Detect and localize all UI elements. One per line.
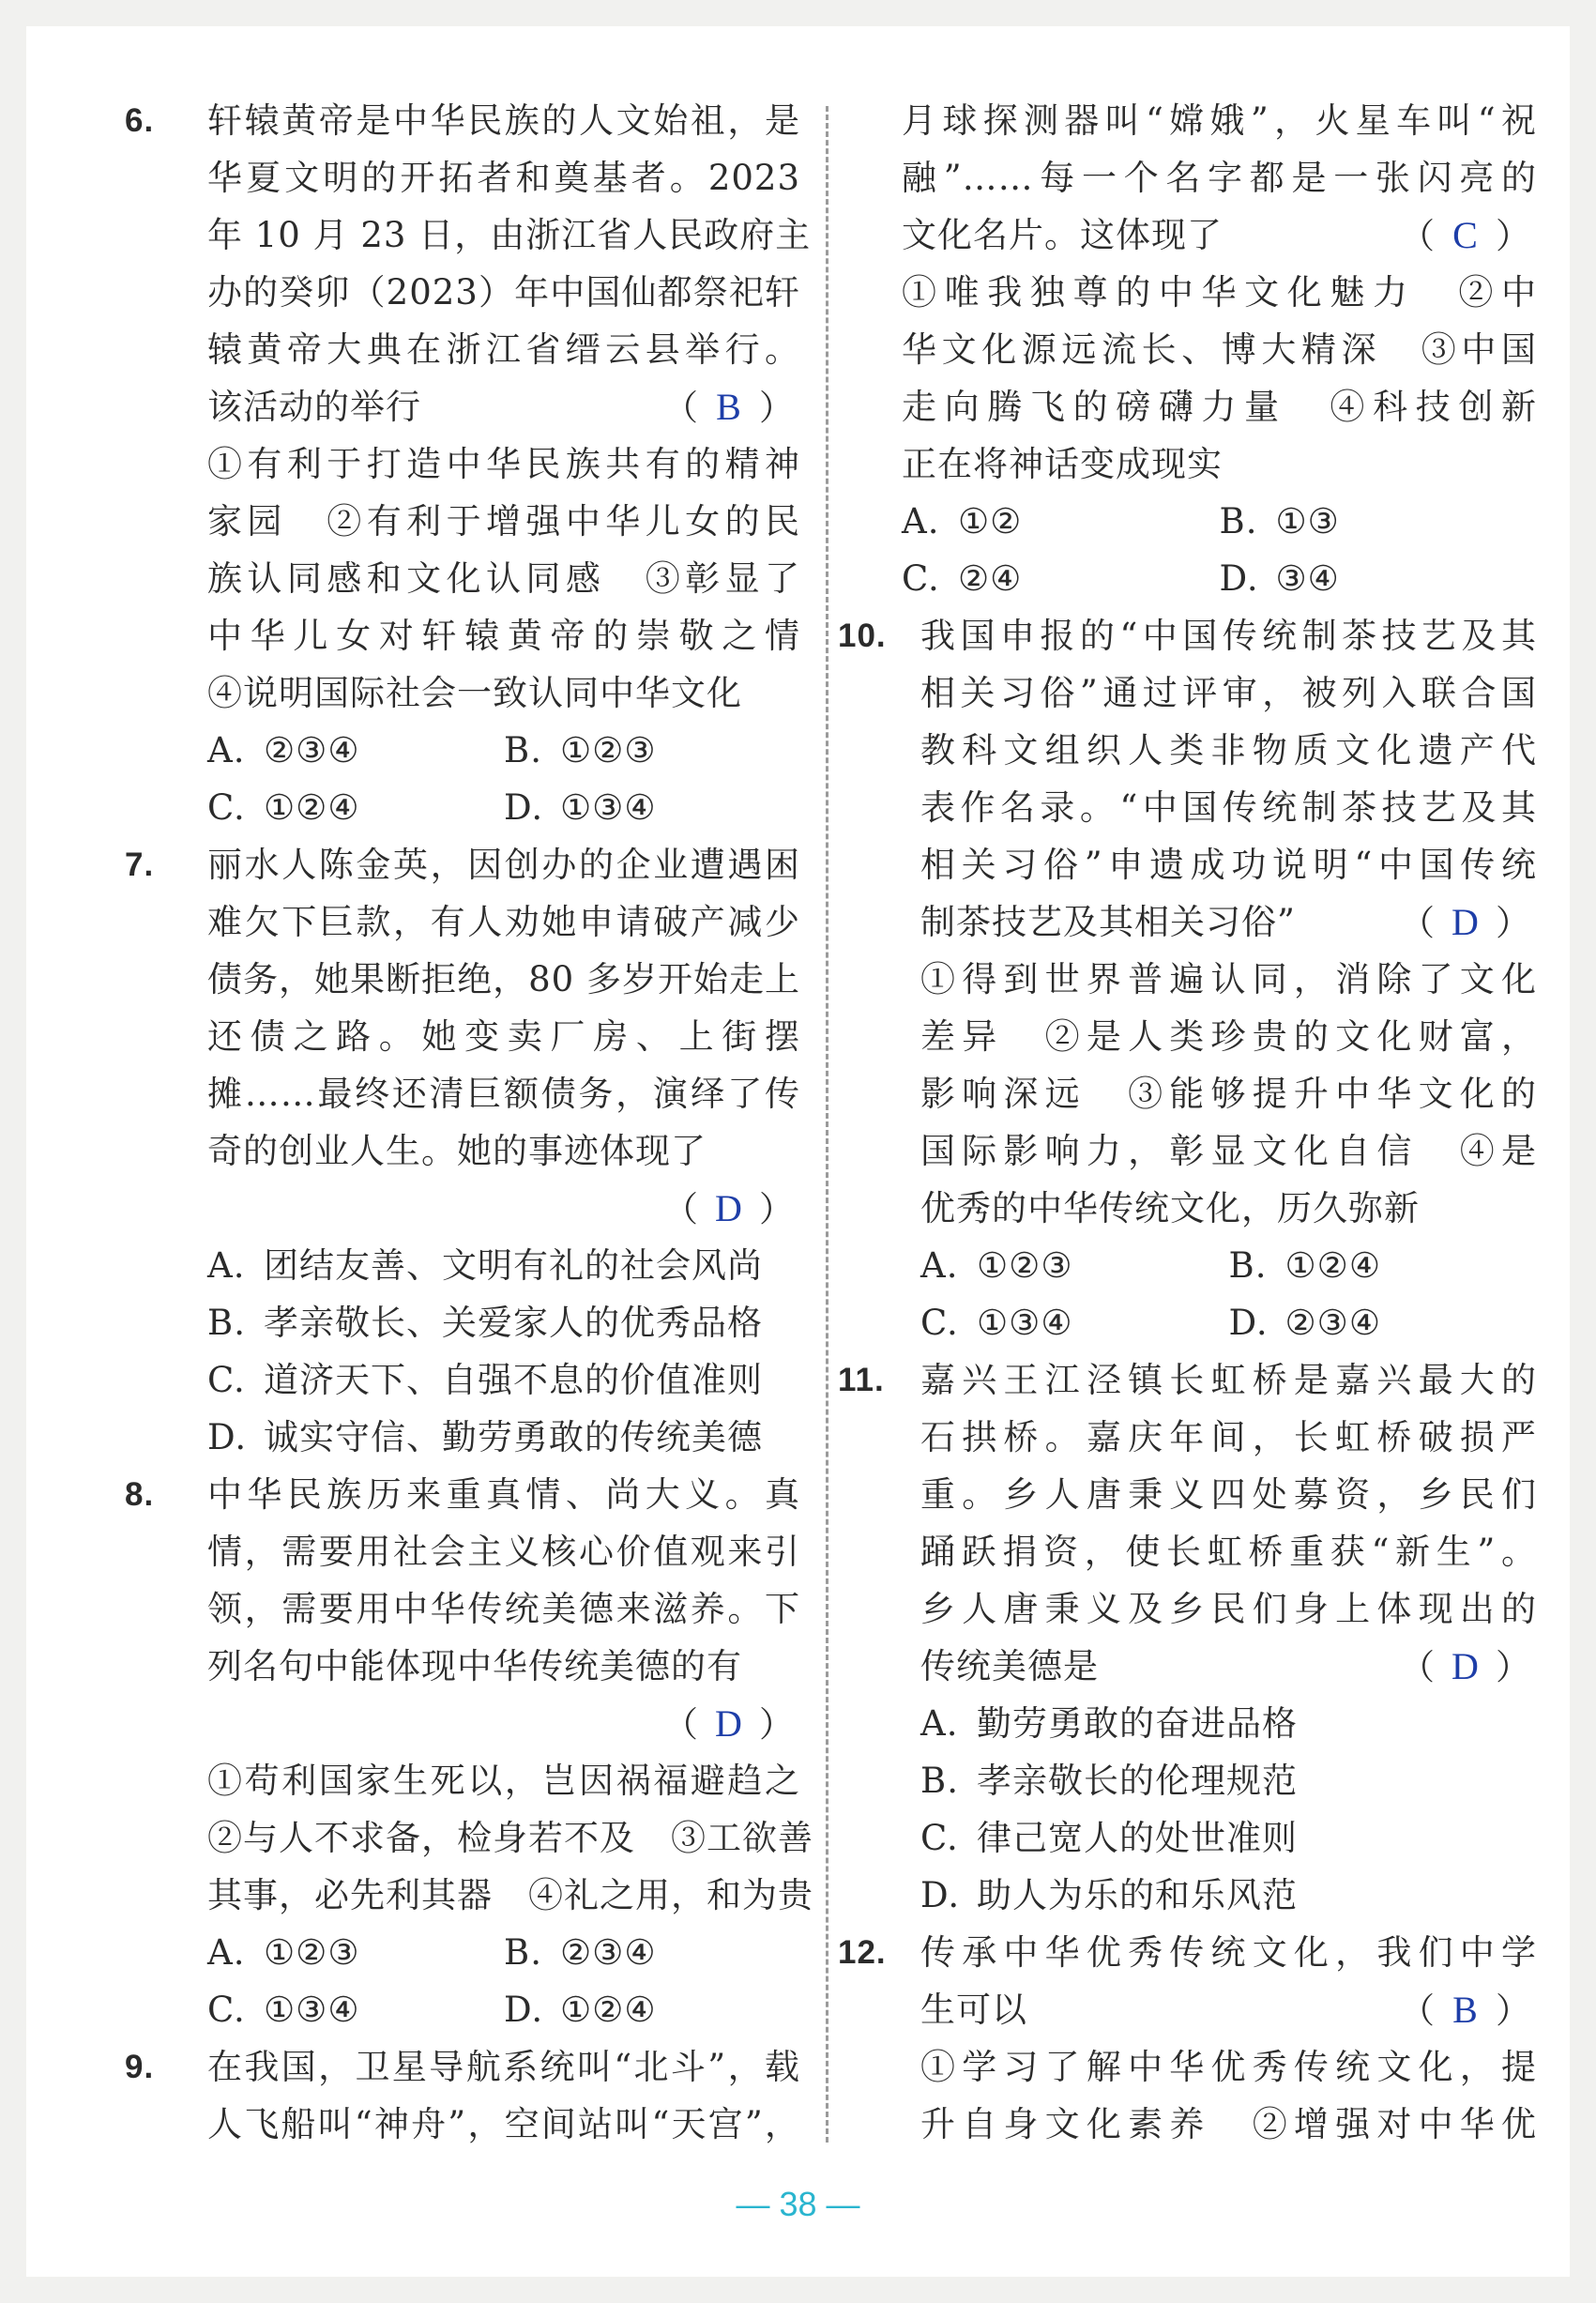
option-key: C. — [920, 1303, 959, 1343]
stem-line: 教科文组织人类非物质文化遗产代 — [920, 730, 1537, 770]
statement-line: 影响深远 ③能够提升中华文化的 — [920, 1074, 1537, 1114]
option-text: ①②④ — [560, 1990, 657, 2030]
option-text: ①③ — [1275, 501, 1340, 541]
option-text: ①②③ — [264, 1932, 360, 1973]
option-text: 诚实守信、勤劳勇敢的传统美德 — [264, 1417, 763, 1457]
options-row — [920, 1294, 1537, 1351]
statement-line: 族认同感和文化认同感 ③彰显了 — [207, 558, 800, 599]
statement-line: 国际影响力，彰显文化自信 ④是 — [920, 1131, 1537, 1171]
option-text: 道济天下、自强不息的价值准则 — [264, 1360, 763, 1400]
options-row — [207, 722, 800, 779]
option-text: ③④ — [1275, 558, 1340, 599]
stem-line: 相关习俗”申遗成功说明“中国传统 — [920, 845, 1537, 885]
paren-close: ） — [1496, 216, 1531, 256]
stem-line: 轩辕黄帝是中华民族的人文始祖，是 — [207, 100, 800, 141]
stem-end: 该活动的举行 — [207, 387, 421, 427]
stem-line: 摊……最终还清巨额债务，演绎了传 — [207, 1074, 800, 1114]
options-row — [207, 779, 800, 836]
question-10 — [838, 607, 1537, 1351]
question-number: 7. — [125, 846, 155, 883]
right-column — [838, 92, 1537, 2153]
question-7 — [125, 836, 800, 1466]
option-text: 助人为乐的和乐风范 — [977, 1875, 1298, 1915]
option-key: C. — [207, 787, 246, 828]
stem-line: 领，需要用中华传统美德来滋养。下 — [207, 1589, 800, 1629]
options-row — [207, 1924, 800, 1981]
statement-line: 华文化源远流长、博大精深 ③中国 — [902, 329, 1537, 370]
statement-line: ②与人不求备，检身若不及 ③工欲善 — [207, 1818, 813, 1858]
question-number: 9. — [125, 2049, 155, 2085]
paren-close: ） — [759, 388, 795, 428]
option-text: ①③④ — [264, 1990, 360, 2030]
paren-open: （ — [663, 388, 699, 428]
option-b — [920, 1752, 1537, 1809]
answer-line — [207, 1695, 800, 1752]
option-key: B. — [920, 1761, 959, 1801]
answer-letter: B — [1452, 1989, 1479, 2031]
document-page — [26, 26, 1570, 2277]
option-c — [920, 1294, 1229, 1351]
option-key: C. — [902, 558, 940, 599]
stem-line: 列名句中能体现中华传统美德的有 — [207, 1646, 742, 1686]
option-c — [902, 550, 1220, 607]
option-text: 勤劳勇敢的奋进品格 — [977, 1703, 1298, 1744]
statement-line: 家园 ②有利于增强中华儿女的民 — [207, 501, 800, 541]
statement-line: ①苟利国家生死以，岂因祸福避趋之 — [207, 1761, 800, 1801]
stem-line-with-answer — [920, 893, 1537, 951]
answer-letter: D — [1452, 901, 1480, 943]
paren-close: ） — [759, 1704, 795, 1745]
answer-bracket — [1400, 1981, 1537, 2038]
stem-end: 文化名片。这体现了 — [902, 215, 1223, 255]
answer-letter: D — [1452, 1645, 1480, 1687]
page-number: — 38 — — [736, 2185, 860, 2223]
option-d — [1220, 550, 1538, 607]
stem-line: 人飞船叫“神舟”，空间站叫“天宫”， — [207, 2104, 800, 2144]
option-a — [902, 493, 1220, 550]
answer-letter: D — [715, 1702, 743, 1745]
stem-end: 制茶技艺及其相关习俗” — [920, 902, 1296, 942]
option-text: ②③④ — [264, 730, 360, 770]
stem-line: 传承中华优秀传统文化，我们中学 — [920, 1932, 1537, 1973]
stem-line: 年 10 月 23 日，由浙江省人民政府主 — [207, 215, 812, 255]
paren-open: （ — [663, 1704, 699, 1745]
question-number: 8. — [125, 1476, 155, 1513]
stem-line: 办的癸卯（2023）年中国仙都祭祀轩 — [207, 272, 800, 313]
option-text: ①②④ — [1284, 1245, 1382, 1286]
answer-bracket — [663, 378, 800, 435]
option-d — [1229, 1294, 1538, 1351]
statement-line: ①得到世界普遍认同，消除了文化 — [920, 959, 1537, 999]
option-a — [207, 1237, 800, 1294]
paren-close: ） — [1496, 1647, 1531, 1687]
option-text: 律己宽人的处世准则 — [977, 1818, 1298, 1858]
option-key: B. — [1228, 1245, 1268, 1286]
option-c — [207, 1351, 800, 1409]
stem-line: 相关习俗”通过评审，被列入联合国 — [920, 673, 1537, 713]
stem-line: 乡人唐秉义及乡民们身上体现出的 — [920, 1589, 1537, 1629]
option-b — [504, 722, 800, 779]
stem-line: 嘉兴王江泾镇长虹桥是嘉兴最大的 — [920, 1360, 1537, 1400]
option-text: 孝亲敬长、关爱家人的优秀品格 — [264, 1303, 763, 1343]
statement-line: ①有利于打造中华民族共有的精神 — [207, 444, 800, 484]
paren-close: ） — [1496, 1990, 1531, 2031]
answer-bracket — [663, 1704, 800, 1745]
options-row — [207, 1981, 800, 2038]
answer-bracket — [1400, 206, 1537, 264]
option-key: A. — [902, 501, 940, 541]
question-9-continued — [838, 92, 1537, 607]
question-8 — [125, 1466, 813, 2038]
stem-line: 在我国，卫星导航系统叫“北斗”，载 — [207, 2047, 800, 2087]
stem-line: 债务，她果断拒绝，80 多岁开始走上 — [207, 959, 800, 999]
option-key: B. — [207, 1303, 246, 1343]
stem-line: 难欠下巨款，有人劝她申请破产减少 — [207, 902, 800, 942]
option-text: 孝亲敬长的伦理规范 — [977, 1761, 1298, 1801]
stem-line: 重。乡人唐秉义四处募资，乡民们 — [920, 1474, 1537, 1515]
stem-line: 融”……每一个名字都是一张闪亮的 — [902, 158, 1537, 198]
option-key: D. — [1228, 1303, 1269, 1343]
paren-open: （ — [1400, 1990, 1436, 2031]
option-b — [207, 1294, 800, 1351]
option-d — [504, 1981, 800, 2038]
paren-open: （ — [663, 1189, 699, 1229]
option-text: ①③④ — [977, 1303, 1073, 1343]
option-b — [504, 1924, 800, 1981]
stem-line-with-answer — [902, 206, 1537, 264]
options-row — [902, 550, 1537, 607]
option-text: 团结友善、文明有礼的社会风尚 — [264, 1245, 763, 1286]
statement-line: 差异 ②是人类珍贵的文化财富， — [920, 1016, 1537, 1057]
answer-bracket — [1400, 1638, 1537, 1695]
option-key: B. — [1219, 501, 1258, 541]
stem-line: 踊跃捐资，使长虹桥重获“新生”。 — [920, 1532, 1537, 1572]
stem-line: 丽水人陈金英，因创办的企业遭遇困 — [207, 845, 800, 885]
option-key: D. — [1219, 558, 1259, 599]
paren-close: ） — [1496, 903, 1531, 943]
option-d — [504, 779, 800, 836]
stem-line: 情，需要用社会主义核心价值观来引 — [207, 1532, 800, 1572]
stem-line: 月球探测器叫“嫦娥”，火星车叫“祝 — [902, 100, 1537, 141]
option-text: ①② — [958, 501, 1023, 541]
question-number: 6. — [125, 102, 155, 139]
answer-bracket — [1400, 893, 1537, 951]
option-key: C. — [207, 1360, 246, 1400]
statement-line: 中华儿女对轩辕黄帝的崇敬之情 — [207, 616, 800, 656]
option-a — [920, 1695, 1537, 1752]
stem-line: 辕黄帝大典在浙江省缙云县举行。 — [207, 329, 800, 370]
stem-line-with-answer — [920, 1638, 1537, 1695]
option-a — [920, 1237, 1229, 1294]
stem-line: 还债之路。她变卖厂房、上街摆 — [207, 1016, 800, 1057]
stem-line-with-answer — [920, 1981, 1537, 2038]
option-a — [207, 722, 504, 779]
stem-line: 华夏文明的开拓者和奠基者。2023 — [207, 158, 800, 198]
left-column — [125, 92, 813, 2153]
question-number: 11. — [838, 1362, 885, 1398]
statement-line: 其事，必先利其器 ④礼之用，和为贵 — [207, 1875, 813, 1915]
answer-letter: D — [715, 1187, 743, 1229]
options-row — [902, 493, 1537, 550]
option-text: ①②④ — [264, 787, 360, 828]
option-b — [1229, 1237, 1538, 1294]
statement-line: 优秀的中华传统文化，历久弥新 — [920, 1188, 1420, 1228]
stem-end: 生可以 — [920, 1990, 1027, 2030]
options-row — [920, 1237, 1537, 1294]
option-key: A. — [920, 1703, 959, 1744]
paren-open: （ — [1400, 903, 1436, 943]
option-c — [920, 1809, 1537, 1867]
option-c — [207, 1981, 504, 2038]
option-d — [920, 1867, 1537, 1924]
stem-end: 传统美德是 — [920, 1646, 1099, 1686]
answer-line — [207, 1180, 800, 1237]
statement-line: ①唯我独尊的中华文化魅力 ②中 — [902, 272, 1537, 313]
option-key: D. — [920, 1875, 961, 1915]
option-key: A. — [920, 1245, 959, 1286]
question-number: 10. — [838, 618, 887, 654]
option-key: B. — [504, 1932, 542, 1973]
paren-close: ） — [759, 1189, 795, 1229]
stem-line: 奇的创业人生。她的事迹体现了 — [207, 1131, 707, 1171]
option-key: C. — [920, 1818, 959, 1858]
question-9 — [125, 2038, 800, 2153]
question-12 — [838, 1924, 1537, 2153]
stem-line: 表作名录。“中国传统制茶技艺及其 — [920, 787, 1537, 828]
stem-line: 我国申报的“中国传统制茶技艺及其 — [920, 616, 1537, 656]
option-text: ①③④ — [560, 787, 657, 828]
option-key: D. — [207, 1417, 248, 1457]
option-key: A. — [207, 1932, 246, 1973]
option-key: D. — [504, 1990, 544, 2030]
option-text: ①②③ — [977, 1245, 1073, 1286]
statement-line: 走向腾飞的磅礴力量 ④科技创新 — [902, 387, 1537, 427]
option-key: D. — [504, 787, 544, 828]
option-d — [207, 1409, 800, 1466]
paren-open: （ — [1400, 216, 1436, 256]
option-key: B. — [504, 730, 542, 770]
option-text: ②④ — [958, 558, 1023, 599]
column-divider — [826, 106, 828, 2143]
statement-line: ①学习了解中华优秀传统文化，提 — [920, 2047, 1537, 2087]
option-text: ②③④ — [1284, 1303, 1382, 1343]
answer-letter: C — [1452, 214, 1479, 256]
stem-line: 石拱桥。嘉庆年间，长虹桥破损严 — [920, 1417, 1537, 1457]
stem-line-with-answer — [207, 378, 800, 435]
stem-line: 中华民族历来重真情、尚大义。真 — [207, 1474, 800, 1515]
option-b — [1220, 493, 1538, 550]
answer-letter: B — [716, 386, 742, 428]
statement-line: 升自身文化素养 ②增强对中华优 — [920, 2104, 1537, 2144]
option-c — [207, 779, 504, 836]
option-key: C. — [207, 1990, 246, 2030]
option-text: ①②③ — [560, 730, 657, 770]
answer-bracket — [663, 1189, 800, 1229]
question-11 — [838, 1351, 1537, 1924]
option-a — [207, 1924, 504, 1981]
option-key: A. — [207, 1245, 246, 1286]
statement-line: 正在将神话变成现实 — [902, 444, 1223, 484]
option-key: A. — [207, 730, 246, 770]
paren-open: （ — [1400, 1647, 1436, 1687]
option-text: ②③④ — [560, 1932, 657, 1973]
question-number: 12. — [838, 1934, 887, 1971]
question-6 — [125, 92, 812, 836]
statement-line: ④说明国际社会一致认同中华文化 — [207, 673, 742, 713]
